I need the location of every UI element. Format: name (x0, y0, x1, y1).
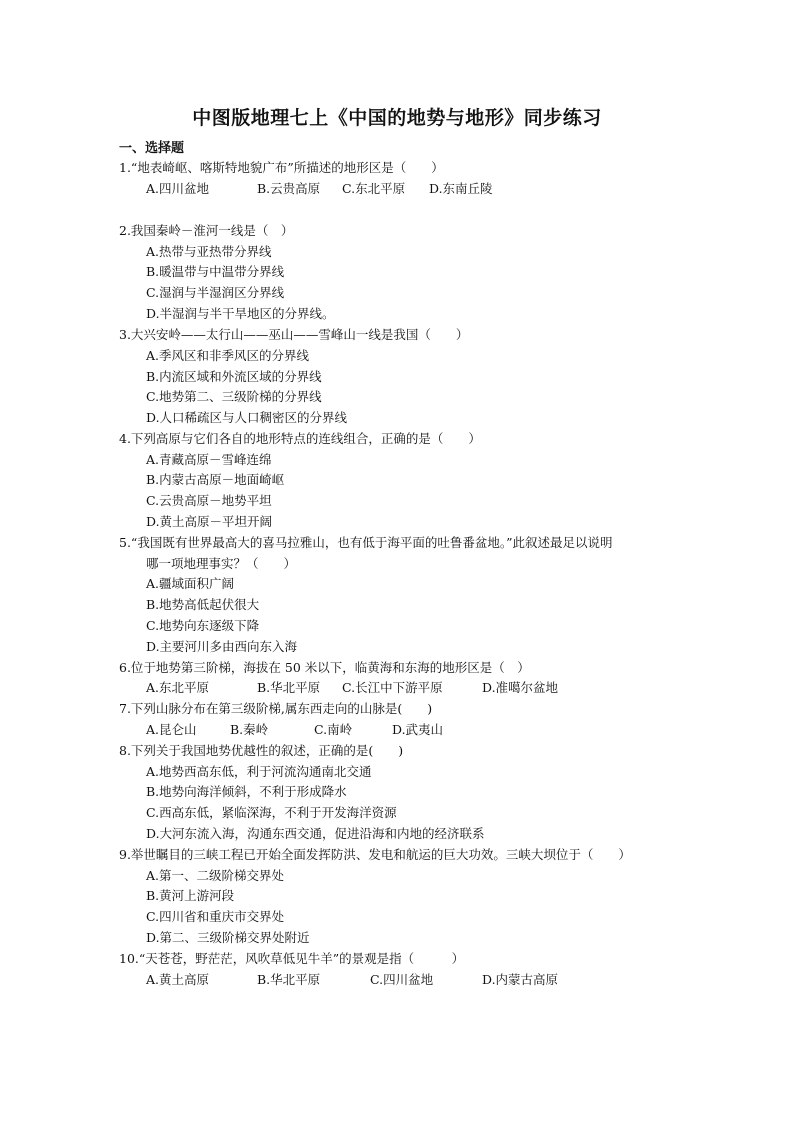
question-9-option-b: B.黄河上游河段 (146, 888, 235, 903)
question-7-options (146, 722, 444, 738)
option-c: C.四川盆地 (370, 972, 434, 987)
question-4-option-b: B.内蒙古高原－地面崎岖 (146, 472, 285, 487)
question-3-option-c: C.地势第二、三级阶梯的分界线 (146, 389, 322, 404)
question-4-option-c: C.云贵高原－地势平坦 (146, 493, 272, 508)
question-3-option-a: A.季风区和非季风区的分界线 (146, 348, 310, 363)
question-2-stem: 2.我国秦岭－淮河一线是（ ） (119, 223, 294, 238)
question-1-options (146, 181, 493, 197)
option-d: D.内蒙古高原 (482, 972, 559, 987)
question-5-option-a: A.疆域面积广阔 (146, 576, 235, 591)
question-8-option-d: D.大河东流入海，沟通东西交通，促进沿海和内地的经济联系 (146, 826, 485, 841)
option-a: A.东北平原 (146, 680, 210, 695)
option-b: B.秦岭 (230, 722, 269, 737)
question-5-option-c: C.地势向东逐级下降 (146, 618, 260, 633)
question-2-option-c: C.湿润与半湿润区分界线 (146, 285, 285, 300)
question-4-option-a: A.青藏高原－雪峰连绵 (146, 452, 272, 467)
question-6-options (146, 680, 559, 696)
question-5-stem: 5.“我国既有世界最高大的喜马拉雅山，也有低于海平面的吐鲁番盆地。”此叙述最足以说明 (119, 535, 613, 550)
section-heading: 一、选择题 (119, 141, 185, 156)
option-c: C.南岭 (314, 722, 353, 737)
question-9-option-a: A.第一、二级阶梯交界处 (146, 868, 285, 883)
page-title: 中图版地理七上《中国的地势与地形》同步练习 (192, 107, 602, 129)
option-b: B.华北平原 (257, 680, 321, 695)
option-a: A.昆仑山 (146, 722, 197, 737)
question-2-option-b: B.暖温带与中温带分界线 (146, 264, 285, 279)
question-3-option-b: B.内流区域和外流区域的分界线 (146, 369, 322, 384)
option-a: A.黄土高原 (146, 972, 210, 987)
option-c: C.东北平原 (342, 181, 406, 196)
option-d: D.东南丘陵 (429, 181, 493, 196)
question-4-stem: 4.下列高原与它们各自的地形特点的连线组合，正确的是（ ） (119, 431, 481, 446)
question-3-option-d: D.人口稀疏区与人口稠密区的分界线 (146, 410, 348, 425)
question-3-stem: 3.大兴安岭——太行山——巫山——雪峰山一线是我国（ ） (119, 327, 469, 342)
question-5-stem-continued: 哪一项地理事实？（ ） (146, 556, 297, 571)
question-8-option-c: C.西高东低，紧临深海，不利于开发海洋资源 (146, 805, 397, 820)
question-5-option-b: B.地势高低起伏很大 (146, 597, 260, 612)
question-8-option-a: A.地势西高东低，利于河流沟通南北交通 (146, 764, 372, 779)
question-1-stem: 1.“地表崎岖、喀斯特地貌广布”所描述的地形区是（ ） (119, 160, 444, 175)
option-b: B.云贵高原 (257, 181, 321, 196)
question-8-stem: 8.下列关于我国地势优越性的叙述，正确的是( ) (119, 743, 404, 758)
question-9-stem: 9.举世瞩目的三峡工程已开始全面发挥防洪、发电和航运的巨大功效。三峡大坝位于（ ） (119, 847, 631, 862)
option-a: A.四川盆地 (146, 181, 210, 196)
option-b: B.华北平原 (257, 972, 321, 987)
question-10-stem: 10.“天苍苍，野茫茫，风吹草低见牛羊”的景观是指（ ） (119, 951, 465, 966)
question-9-option-d: D.第二、三级阶梯交界处附近 (146, 930, 310, 945)
question-7-stem: 7.下列山脉分布在第三级阶梯,属东西走向的山脉是( ) (119, 701, 433, 716)
option-d: D.准噶尔盆地 (482, 680, 559, 695)
question-8-option-b: B.地势向海洋倾斜，不利于形成降水 (146, 784, 347, 799)
question-5-option-d: D.主要河川多由西向东入海 (146, 639, 298, 654)
option-d: D.武夷山 (392, 722, 444, 737)
question-6-stem: 6.位于地势第三阶梯，海拔在 50 米以下，临黄海和东海的地形区是（ ） (119, 660, 530, 675)
question-4-option-d: D.黄土高原－平坦开阔 (146, 514, 273, 529)
question-10-options (146, 972, 559, 988)
question-9-option-c: C.四川省和重庆市交界处 (146, 909, 285, 924)
question-2-option-d: D.半湿润与半干旱地区的分界线。 (146, 306, 335, 321)
question-2-option-a: A.热带与亚热带分界线 (146, 244, 272, 259)
option-c: C.长江中下游平原 (342, 680, 443, 695)
